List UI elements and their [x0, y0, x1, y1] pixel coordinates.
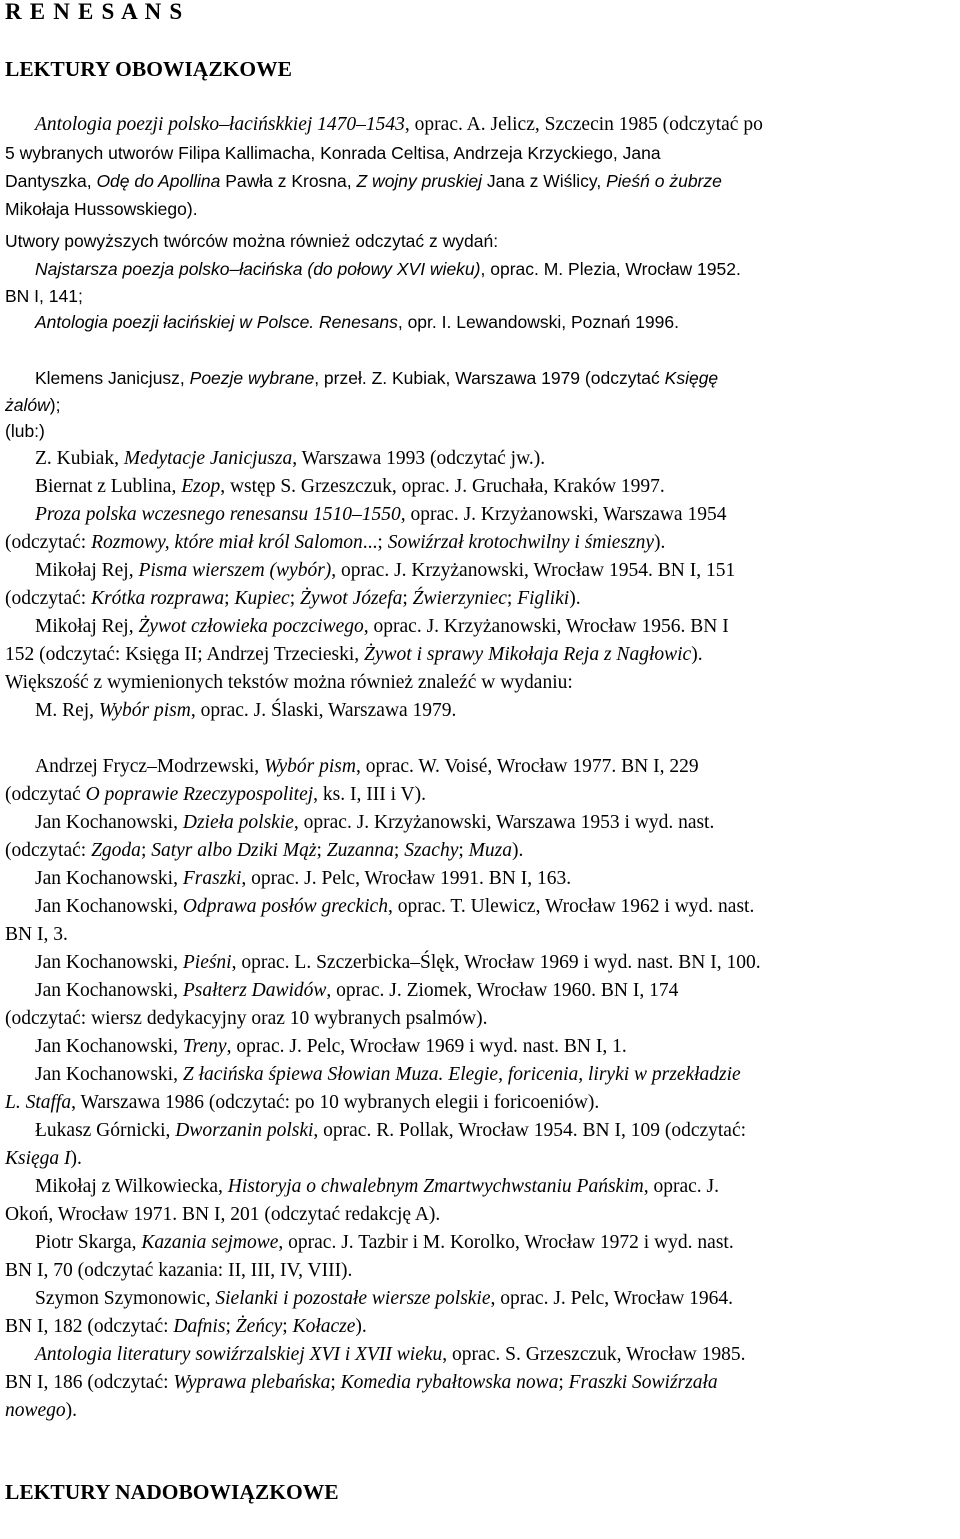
reading-line [35, 755, 699, 779]
reading-line [5, 783, 426, 807]
reading-line [5, 1259, 352, 1283]
section-heading-supplementary: LEKTURY NADOBOWIĄZKOWE [5, 1480, 339, 1504]
line-text: Z. Kubiak, [35, 448, 124, 469]
reading-line [5, 1399, 77, 1423]
line-text: , oprac. J. Pelc, Wrocław 1964. [490, 1288, 734, 1309]
line-text: , oprac. J. Krzyżanowski, Wrocław 1954. BN I, 151 [331, 560, 736, 581]
line-text: , oprac. J. Pelc, Wrocław 1991. BN I, 163. [241, 868, 572, 889]
line-text: Jan Kochanowski, [35, 980, 183, 1001]
line-text: ; [402, 588, 413, 609]
reading-line [5, 587, 581, 611]
reading-line [35, 811, 714, 835]
reading-line [5, 839, 523, 863]
reading-line [35, 895, 754, 919]
line-text: , Warszawa 1986 (odczytać: po 10 wybranych elegii i foricoeniów). [71, 1092, 600, 1113]
reading-line [5, 1007, 487, 1031]
reading-line [35, 1343, 745, 1367]
reading-line [35, 257, 741, 282]
italic-title-text: żalów [5, 395, 50, 415]
line-text: , oprac. J. Ślaski, Warszawa 1979. [190, 700, 457, 721]
italic-title-text: Pieśni [182, 952, 232, 973]
italic-title-text: nowego [5, 1400, 66, 1421]
reading-line [35, 475, 665, 499]
line-text: , oprac. J. Krzyżanowski, Warszawa 1953 i wyd. nast. [293, 812, 715, 833]
line-text: ). [569, 588, 581, 609]
italic-title-text: Żywot i sprawy Mikołaja Reja z Nagłowic [364, 644, 692, 665]
italic-title-text: Wyprawa plebańska [173, 1372, 331, 1393]
line-text: Jan Kochanowski, [35, 952, 183, 973]
reading-line [35, 1231, 734, 1255]
reading-line [5, 1147, 82, 1171]
line-text: ). [691, 644, 703, 665]
line-text: ). [355, 1316, 367, 1337]
italic-title-text: Odę do Apollina [96, 171, 221, 191]
line-text: 152 (odczytać: Księga II; Andrzej Trzecieski, [5, 644, 365, 665]
line-text: Klemens Janicjusz, [35, 368, 190, 388]
reading-line [35, 1119, 746, 1143]
italic-title-text: Ezop [181, 476, 221, 497]
reading-line [5, 419, 45, 444]
reading-line [35, 310, 679, 335]
italic-title-text: Źwierzyniec [412, 588, 507, 609]
line-text: Okoń, Wrocław 1971. BN I, 201 (odczytać redakcję A). [5, 1204, 441, 1225]
italic-title-text: Szachy [404, 840, 459, 861]
line-text: Andrzej Frycz–Modrzewski, [35, 756, 265, 777]
italic-title-text: Zuzanna [326, 840, 394, 861]
line-text: Jan Kochanowski, [35, 1036, 183, 1057]
italic-title-text: Dworzanin polski [175, 1120, 314, 1141]
line-text: Mikołaja Hussowskiego). [5, 199, 198, 219]
reading-line [5, 169, 722, 194]
reading-line [5, 197, 198, 222]
line-text: , oprac. W. Voisé, Wrocław 1977. BN I, 229 [355, 756, 699, 777]
italic-title-text: Fraszki Sowiźrzała [568, 1372, 718, 1393]
line-text: ). [654, 532, 666, 553]
line-text: BN I, 3. [5, 924, 68, 945]
line-text: Łukasz Górnicki, [35, 1120, 176, 1141]
line-text: Utwory powyższych twórców można również odczytać z wydań: [5, 231, 499, 251]
line-text: ; [316, 840, 327, 861]
line-text: , przeł. Z. Kubiak, Warszawa 1979 (odczytać [314, 368, 665, 388]
line-text: ); [49, 395, 61, 415]
italic-title-text: Pisma wierszem (wybór) [138, 560, 332, 581]
page-title: R E N E S A N S [5, 0, 184, 24]
italic-title-text: Żeńcy [235, 1316, 283, 1337]
line-text: , wstęp S. Grzeszczuk, oprac. J. Gruchała, Kraków 1997. [220, 476, 665, 497]
line-text: Biernat z Lublina, [35, 476, 182, 497]
line-text: Jana z Wiślicy, [481, 171, 607, 191]
line-text: M. Rej, [35, 700, 99, 721]
reading-line [35, 1287, 733, 1311]
line-text: ; [140, 840, 152, 861]
line-text: , oprac. R. Pollak, Wrocław 1954. BN I, 109 (odczytać: [313, 1120, 747, 1141]
reading-line [35, 979, 678, 1003]
line-text: ). [65, 1400, 78, 1421]
line-text: , oprac. A. Jelicz, Szczecin 1985 (odczytać po [404, 114, 763, 135]
line-text: , oprac. J. Krzyżanowski, Warszawa 1954 [400, 504, 727, 525]
line-text: , oprac. J. [643, 1176, 719, 1197]
italic-title-text: Antologia literatury sowiźrzalskiej XVI i XVII wieku [35, 1344, 443, 1365]
reading-line [35, 113, 763, 137]
line-text: ; [225, 1316, 236, 1337]
italic-title-text: Wybór pism [264, 756, 356, 777]
reading-line [35, 447, 545, 471]
reading-line [5, 1203, 440, 1227]
reading-line [5, 1091, 599, 1115]
line-text: ; [224, 588, 235, 609]
line-text: Dantyszka, [5, 171, 97, 191]
line-text: ...; [362, 532, 388, 553]
italic-title-text: Z łacińska śpiewa Słowian Muza. Elegie, foricenia, liryki w przekładzie [182, 1064, 741, 1085]
italic-title-text: Medytacje Janicjusza [123, 448, 293, 469]
italic-title-text: Antologia poezji polsko–łacińskkiej 1470–1543 [35, 114, 405, 135]
reading-line [35, 503, 726, 527]
italic-title-text: Figliki [517, 588, 570, 609]
line-text: BN I, 182 (odczytać: [5, 1316, 174, 1337]
line-text: Mikołaj z Wilkowiecka, [35, 1176, 228, 1197]
reading-line [5, 229, 498, 254]
italic-title-text: Księga I [5, 1148, 71, 1169]
italic-title-text: Dafnis [173, 1316, 226, 1337]
italic-title-text: Wybór pism [98, 700, 191, 721]
italic-title-text: Kazania sejmowe [141, 1232, 279, 1253]
line-text: , oprac. J. Krzyżanowski, Wrocław 1956. BN I [363, 616, 729, 637]
italic-title-text: Zgoda [91, 840, 141, 861]
line-text: BN I, 70 (odczytać kazania: II, III, IV, VIII). [5, 1260, 353, 1281]
line-text: BN I, 186 (odczytać: [5, 1372, 174, 1393]
line-text: Pawła z Krosna, [220, 171, 357, 191]
italic-title-text: Sielanki i pozostałe wiersze polskie [215, 1288, 491, 1309]
section-heading-required: LEKTURY OBOWIĄZKOWE [5, 57, 292, 81]
line-text: ; [330, 1372, 341, 1393]
italic-title-text: Satyr albo Dziki Mąż [151, 840, 317, 861]
line-text: Piotr Skarga, [35, 1232, 142, 1253]
line-text: Jan Kochanowski, [35, 812, 183, 833]
italic-title-text: Poezje wybrane [189, 368, 315, 388]
line-text: , opr. I. Lewandowski, Poznań 1996. [397, 312, 679, 332]
reading-line [35, 1175, 719, 1199]
line-text: ). [512, 840, 524, 861]
reading-line [5, 531, 665, 555]
line-text: Szymon Szymonowic, [35, 1288, 216, 1309]
italic-title-text: Żywot Józefa [300, 588, 403, 609]
line-text: ). [70, 1148, 82, 1169]
italic-title-text: L. Staffa [5, 1092, 72, 1113]
italic-title-text: Proza polska wczesnego renesansu 1510–1550 [35, 504, 401, 525]
reading-line [35, 615, 729, 639]
line-text: (odczytać: [5, 532, 92, 553]
italic-title-text: Treny [182, 1036, 227, 1057]
line-text: , Warszawa 1993 (odczytać jw.). [292, 448, 546, 469]
line-text: 5 wybranych utworów Filipa Kallimacha, Konrada Celtisa, Andrzeja Krzyckiego, Jana [5, 143, 661, 163]
line-text: (odczytać: wiersz dedykacyjny oraz 10 wybranych psalmów). [5, 1008, 488, 1029]
reading-line [5, 1371, 718, 1395]
line-text: , oprac. S. Grzeszczuk, Wrocław 1985. [442, 1344, 746, 1365]
reading-line [5, 1315, 367, 1339]
line-text: ; [458, 840, 469, 861]
line-text: ; [282, 1316, 293, 1337]
italic-title-text: Żywot człowieka poczciwego [138, 616, 364, 637]
line-text: , oprac. M. Plezia, Wrocław 1952. [480, 259, 741, 279]
line-text: (odczytać [5, 784, 86, 805]
reading-line [35, 366, 718, 391]
reading-line [5, 923, 68, 947]
line-text: , oprac. T. Ulewicz, Wrocław 1962 i wyd. nast. [387, 896, 755, 917]
line-text: Jan Kochanowski, [35, 1064, 183, 1085]
italic-title-text: Księgę [664, 368, 719, 388]
reading-line [35, 867, 571, 891]
line-text: ; [393, 840, 405, 861]
reading-line [35, 559, 735, 583]
italic-title-text: Krótka rozprawa [91, 588, 225, 609]
italic-title-text: Muza [468, 840, 513, 861]
italic-title-text: Komedia rybałtowska nowa [340, 1372, 559, 1393]
line-text: ; [506, 588, 518, 609]
line-text: Mikołaj Rej, [35, 560, 139, 581]
reading-line [5, 284, 83, 309]
line-text: (odczytać: [5, 588, 92, 609]
line-text: BN I, 141; [5, 286, 83, 306]
italic-title-text: Kołacze [292, 1316, 356, 1337]
line-text: , ks. I, III i V). [313, 784, 426, 805]
italic-title-text: O poprawie Rzeczypospolitej [85, 784, 314, 805]
reading-line [35, 1035, 627, 1059]
italic-title-text: Najstarsza poezja polsko–łacińska (do połowy XVI wieku) [35, 259, 481, 279]
line-text: , oprac. J. Pelc, Wrocław 1969 i wyd. nast. BN I, 1. [226, 1036, 627, 1057]
line-text: Większość z wymienionych tekstów można również znaleźć w wydaniu: [5, 672, 573, 693]
reading-line [35, 1063, 741, 1087]
line-text: (lub:) [5, 421, 45, 441]
italic-title-text: Odprawa posłów greckich [182, 896, 388, 917]
italic-title-text: Kupiec [234, 588, 290, 609]
line-text: (odczytać: [5, 840, 92, 861]
italic-title-text: Fraszki [182, 868, 242, 889]
line-text: Jan Kochanowski, [35, 896, 183, 917]
line-text: ; [289, 588, 300, 609]
italic-title-text: Dzieła polskie [182, 812, 294, 833]
line-text: , oprac. L. Szczerbicka–Ślęk, Wrocław 1969 i wyd. nast. BN I, 100. [231, 952, 761, 973]
reading-line [5, 671, 573, 695]
reading-line [35, 951, 761, 975]
italic-title-text: Rozmowy, które miał król Salomon [91, 532, 363, 553]
line-text: ; [558, 1372, 569, 1393]
italic-title-text: Z wojny pruskiej [356, 171, 482, 191]
line-text: Jan Kochanowski, [35, 868, 183, 889]
line-text: , oprac. J. Ziomek, Wrocław 1960. BN I, 174 [326, 980, 679, 1001]
italic-title-text: Sowiźrzał krotochwilny i śmieszny [387, 532, 655, 553]
reading-line [35, 699, 456, 723]
italic-title-text: Historyja o chwalebnym Zmartwychwstaniu Pańskim [227, 1176, 644, 1197]
line-text: , oprac. J. Tazbir i M. Korolko, Wrocław 1972 i wyd. nast. [278, 1232, 734, 1253]
line-text: Mikołaj Rej, [35, 616, 139, 637]
italic-title-text: Antologia poezji łacińskiej w Polsce. Renesans [35, 312, 398, 332]
reading-line [5, 141, 661, 166]
reading-line [5, 393, 60, 418]
reading-line [5, 643, 703, 667]
italic-title-text: Psałterz Dawidów [182, 980, 327, 1001]
italic-title-text: Pieśń o żubrze [606, 171, 722, 191]
